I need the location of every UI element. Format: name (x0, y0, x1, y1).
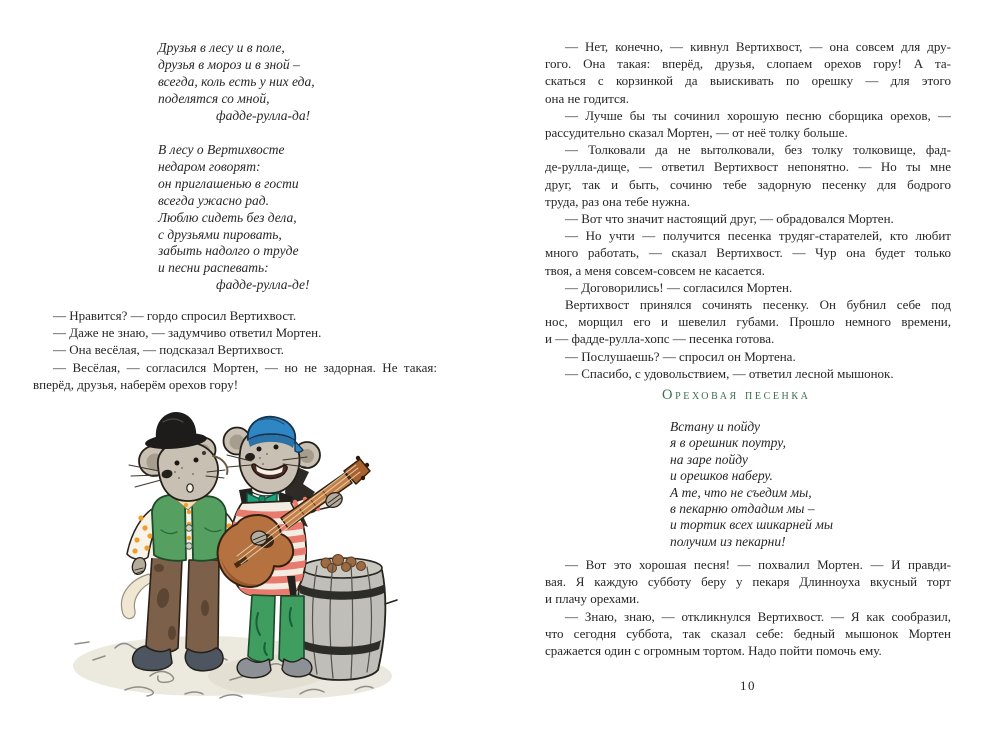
poem-line: всегда ужасно рад. (158, 192, 270, 208)
paragraph-line: — Вот это хорошая песня! — похвалил Мортен. — И правди- (565, 557, 951, 572)
paragraph-line: вая. Я каждую субботу беру у пекаря Длинноуха вкусный торт (545, 574, 951, 590)
paragraph-line: — Вот что значит настоящий друг, — обрадовался Мортен. (565, 211, 894, 227)
paragraph-line: что сегодня суббота, так сказал себе: бедный мышонок Мортен (545, 625, 951, 641)
green-vest (152, 495, 186, 561)
poem-line: поделятся со мной, (158, 90, 270, 106)
nuts (321, 555, 366, 573)
paragraph-line: — Послушаешь? — спросил он Мортена. (565, 348, 796, 364)
song-line: и орешков наберу. (670, 468, 773, 484)
song-title: Ореховая песенка (662, 387, 811, 403)
paragraph-line: рассудительно сказал Мортен, — от неё толку больше. (545, 125, 848, 141)
poem-refrain: фадде-рулла-де! (216, 277, 310, 293)
song-line: в пекарню отдадим мы – (670, 501, 815, 517)
paragraph-line: — Она весёлая, — подсказал Вертихвост. (53, 342, 284, 358)
dialogue-block (33, 307, 437, 393)
song-line: и тортик всех шикарней мы (670, 517, 834, 533)
poem-stanza-2 (158, 142, 310, 294)
paragraph-line: — Знаю, знаю, — откликнулся Вертихвост. — Я как сообразил, (565, 608, 951, 624)
paragraph-line: друг, так и быть, сочиню тебе задорную песенку для бодрого (545, 176, 951, 192)
paragraph-line: — Спасибо, с удовольствием, — ответил лесной мышонок. (565, 365, 894, 381)
poem-line: с друзьями пировать, (158, 226, 282, 242)
right-page (494, 0, 988, 729)
paragraph-line: вперёд, друзья, наберём орехов гору! (33, 376, 239, 392)
morten-mouth (187, 484, 193, 492)
poem-line: друзья в мороз и в зной – (158, 56, 300, 72)
narrative-bottom-block (545, 556, 951, 659)
poem-line: всегда, коль есть у них еда, (158, 73, 315, 89)
poem-line: В лесу о Вертихвосте (158, 142, 285, 157)
page-number: 10 (740, 678, 756, 693)
paragraph-line: — Нет, конечно, — кивнул Вертихвост, — она совсем для дру- (565, 39, 951, 54)
paragraph-line: — Нравится? — гордо спросил Вертихвост. (53, 308, 297, 323)
song-line: я в орешник поутру, (670, 435, 786, 451)
song-verse (670, 419, 833, 550)
paragraph-line: и плачу орехами. (545, 591, 640, 607)
paragraph-line: много работать, — сказал Вертихвост. — Чур она будет только (545, 245, 951, 261)
paragraph-line: — Но учти — получится песенка трудяг-старателей, кто любит (565, 228, 951, 244)
paragraph-line: сражается один с огромным тортом. Надо пойти помочь ему. (545, 643, 882, 659)
poem-line: забыть надолго о труде (158, 243, 299, 259)
paragraph-line: и — фадде-рулла-хопс — песенка готова. (545, 331, 775, 347)
paragraph-line: гого. Она такая: вперёд, друзья, слопаем орехов гору! А та- (545, 56, 951, 72)
paragraph-line: Вертихвост принялся сочинять песенку. Он бубнил себе под (565, 297, 951, 313)
paragraph-line: — Даже не знаю, — задумчиво ответил Мортен. (53, 325, 322, 341)
poem-line: недаром говорят: (158, 158, 261, 174)
paragraph-line: — Толковали да не вытолковали, без толку толковище, фад- (565, 142, 951, 158)
paragraph-line: — Весёлая, — согласился Мортен, — но не задорная. Не такая: (53, 359, 437, 375)
paragraph-line: де-рулла-дище, — ответил Вертихвост непонятно. — Но ты мне (545, 159, 951, 175)
song-line: Встану и пойду (670, 419, 760, 434)
nut-barrel (298, 555, 397, 681)
paragraph-line: труда, раз она тебе нужна. (545, 193, 691, 209)
paragraph-line: — Лучше бы ты сочинил хорошую песню сборщика орехов, — (565, 107, 951, 123)
poem-line: Друзья в лесу и в поле, (158, 40, 285, 55)
poem-line: он приглашенью в гости (158, 175, 299, 191)
paragraph-line: скаться с корзинкой да выискивать по орешку — для этого (545, 73, 951, 89)
paragraph-line: — Договорились! — согласился Мортен. (565, 279, 793, 295)
paragraph-line: она не годится. (545, 90, 629, 106)
song-line: на заре пойду (670, 451, 748, 467)
song-line: получим из пекарни! (670, 533, 786, 549)
paragraph-line: твоя, а меня совсем-совсем не касается. (545, 262, 765, 278)
song-line: А те, что не съедим мы, (670, 484, 812, 500)
poem-refrain: фадде-рулла-да! (216, 107, 311, 123)
narrative-top-block (545, 38, 951, 382)
poem-line: Люблю сидеть без дела, (158, 209, 297, 225)
twitchtail-shoe (282, 658, 312, 677)
poem-stanza-1 (158, 40, 315, 125)
poem-line: и песни распевать: (158, 260, 269, 276)
paragraph-line: нос, морщил его и шевелил губами. Прошло немного времени, (545, 314, 951, 330)
illustration-two-mice (55, 408, 400, 710)
strum-paw (251, 531, 267, 545)
